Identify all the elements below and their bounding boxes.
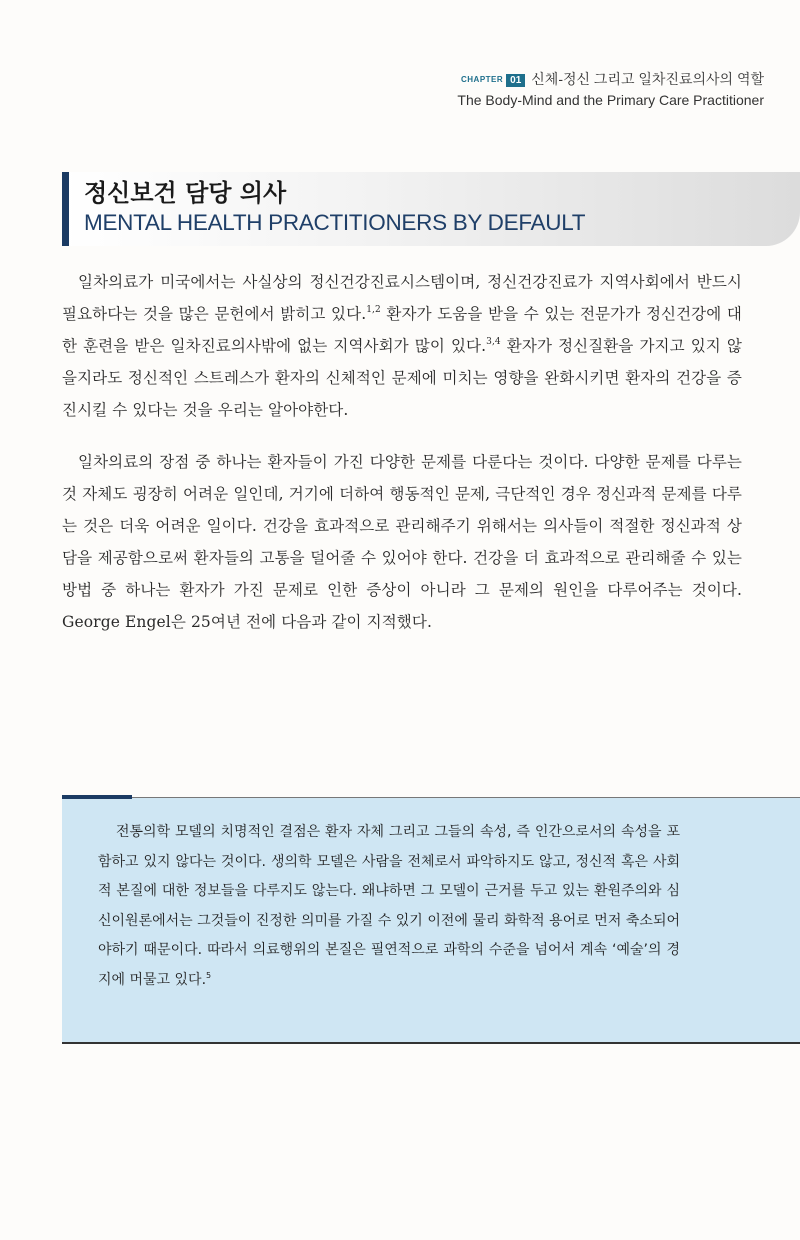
running-head-chapter-line [457,70,764,89]
section-accent-bar [62,172,69,246]
section-title-ko: 정신보건 담당 의사 [84,179,287,207]
running-head [457,70,764,109]
section-title-en: MENTAL HEALTH PRACTITIONERS BY DEFAULT [84,210,586,235]
paragraph-1 [62,266,742,426]
paragraph-1-part-a: 일차의료가 미국에서는 사실상의 정신건강진료시스템이며, 정신건강진료가 지역사회에서 반드시 필요하다는 것을 많은 문헌에서 밝히고 있다. [62,273,742,323]
reference-3-4: 3,4 [486,337,501,347]
chapter-title-ko: 신체-정신 그리고 일차진료의사의 역할 [531,71,764,87]
paragraph-1-part-c: 환자가 정신질환을 가지고 있지 않을지라도 정신적인 스트레스가 환자의 신체적인 문제에 미치는 영향을 완화시키면 환자의 건강을 증진시킬 수 있다는 것을 우리는 알아야한다. [62,337,742,419]
reference-5: 5 [206,970,212,980]
body-text [62,266,742,658]
quote-text [98,818,680,995]
quote-accent-bar [62,795,132,799]
chapter-title-en: The Body-Mind and the Primary Care Practitioner [457,92,764,108]
paragraph-1-part-b: 환자가 도움을 받을 수 있는 전문가가 정신건강에 대한 훈련을 받은 일차진료의사밖에 없는 지역사회가 많이 있다. [62,305,742,355]
quote-top-rule [132,797,800,798]
reference-1-2: 1,2 [366,305,381,315]
paragraph-2: 일차의료의 장점 중 하나는 환자들이 가진 다양한 문제를 다룬다는 것이다. 다양한 문제를 다루는 것 자체도 굉장히 어려운 일인데, 거기에 더하여 행동적인 문제, 극단적인 경우 정신과적 문제를 다루는 것은 더욱 어려운 일이다. 건강을 효과적으로 관리해주기 위해서는 의사들이 적절한 정신과적 상담을 제공함으로써 환자들의 고통을 덜어줄 수 있어야 한다. 건강을 더 효과적으로 관리해줄 수 있는 방법 중 하나는 환자가 가진 문제로 인한 증상이 아니라 그 문제의 원인을 다루어주는 것이다. George Engel은 25여년 전에 다음과 같이 지적했다. [62,453,742,631]
chapter-label: CHAPTER [460,75,504,84]
quote-body: 전통의학 모델의 치명적인 결점은 환자 자체 그리고 그들의 속성, 즉 인간으로서의 속성을 포함하고 있지 않다는 것이다. 생의학 모델은 사람을 전체로서 파악하지도 않고, 정신적 혹은 사회적 본질에 대한 정보들을 다루지도 않는다. 왜냐하면 그 모델이 근거를 두고 있는 환원주의와 심신이원론에서는 그것들이 진정한 의미를 가질 수 있기 이전에 물리 화학적 용어로 먼저 축소되어야하기 때문이다. 따라서 의료행위의 본질은 필연적으로 과학의 수준을 넘어서 계속 ‘예술’의 경지에 머물고 있다. [98,824,680,988]
chapter-number: 01 [506,74,525,87]
